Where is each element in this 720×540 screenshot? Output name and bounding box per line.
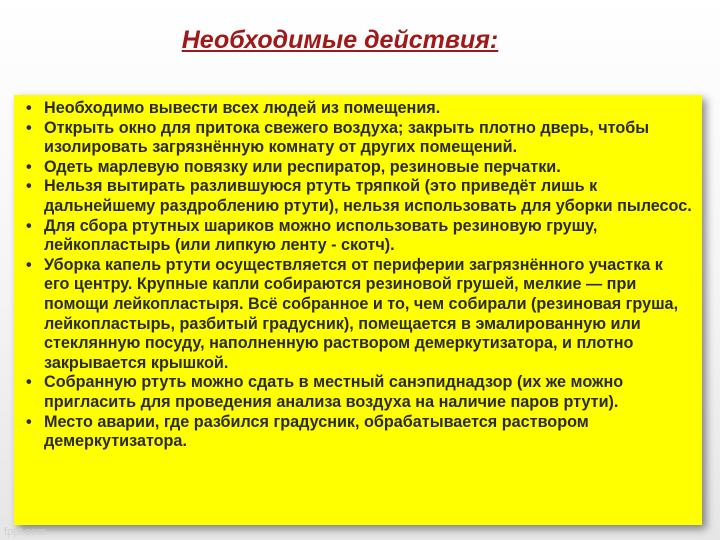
list-item: [24, 373, 692, 412]
list-item: [24, 217, 692, 256]
list-item-text: Для сбора ртутных шариков можно использовать резиновую грушу, лейкопластырь (или липкую ленту - скотч).: [44, 216, 598, 255]
list-item-text: Нельзя вытирать разлившуюся ртуть тряпкой (это приведёт лишь к дальнейшему раздроблению ртути), нельзя использовать для уборки пылесос.: [44, 177, 692, 215]
list-item-text: Необходимо вывести всех людей из помещения.: [44, 99, 441, 117]
list-item: [24, 413, 692, 452]
list-item: [24, 119, 692, 158]
bullet-marker: •: [26, 412, 32, 431]
list-item: [24, 158, 692, 178]
bullet-list: [24, 99, 692, 452]
list-item-text: Собранную ртуть можно сдать в местный санэпиднадзор (их же можно пригласить для проведения анализа воздуха на наличие паров ртути).: [44, 373, 624, 411]
bullet-marker: •: [26, 99, 32, 117]
list-item-text: Уборка капель ртути осуществляется от периферии загрязнённого участка к его центру. Крупные капли собираются резиновой грушей, мелкие — при помощи лейкопластыря. Всё собранное и то, чем собирали (резиновая груша, лейкопластырь, разбитый градусник), помещается в эмалированную или стеклянную посуду, наполненную раствором демеркутизатора, и плотно закрывается крышкой.: [44, 255, 679, 372]
content-box: [14, 95, 702, 525]
list-item-text: Место аварии, где разбился градусник, обрабатывается раствором демеркутизатора.: [44, 412, 589, 451]
slide-title: Необходимые действия:: [181, 26, 499, 54]
bullet-marker: •: [26, 216, 32, 235]
list-item: [24, 177, 692, 216]
bullet-marker: •: [26, 373, 32, 392]
list-item: [24, 256, 692, 374]
bullet-marker: •: [26, 255, 32, 274]
bullet-marker: •: [26, 177, 32, 196]
list-item-text: Одеть марлевую повязку или респиратор, резиновые перчатки.: [44, 157, 561, 176]
list-item-text: Открыть окно для притока свежего воздуха; закрыть плотно дверь, чтобы изолировать загрязнённую комнату от других помещений.: [44, 118, 650, 157]
bullet-marker: •: [26, 118, 32, 137]
bullet-marker: •: [26, 157, 32, 176]
list-item: [24, 99, 692, 119]
watermark: fppt.com: [4, 526, 47, 538]
